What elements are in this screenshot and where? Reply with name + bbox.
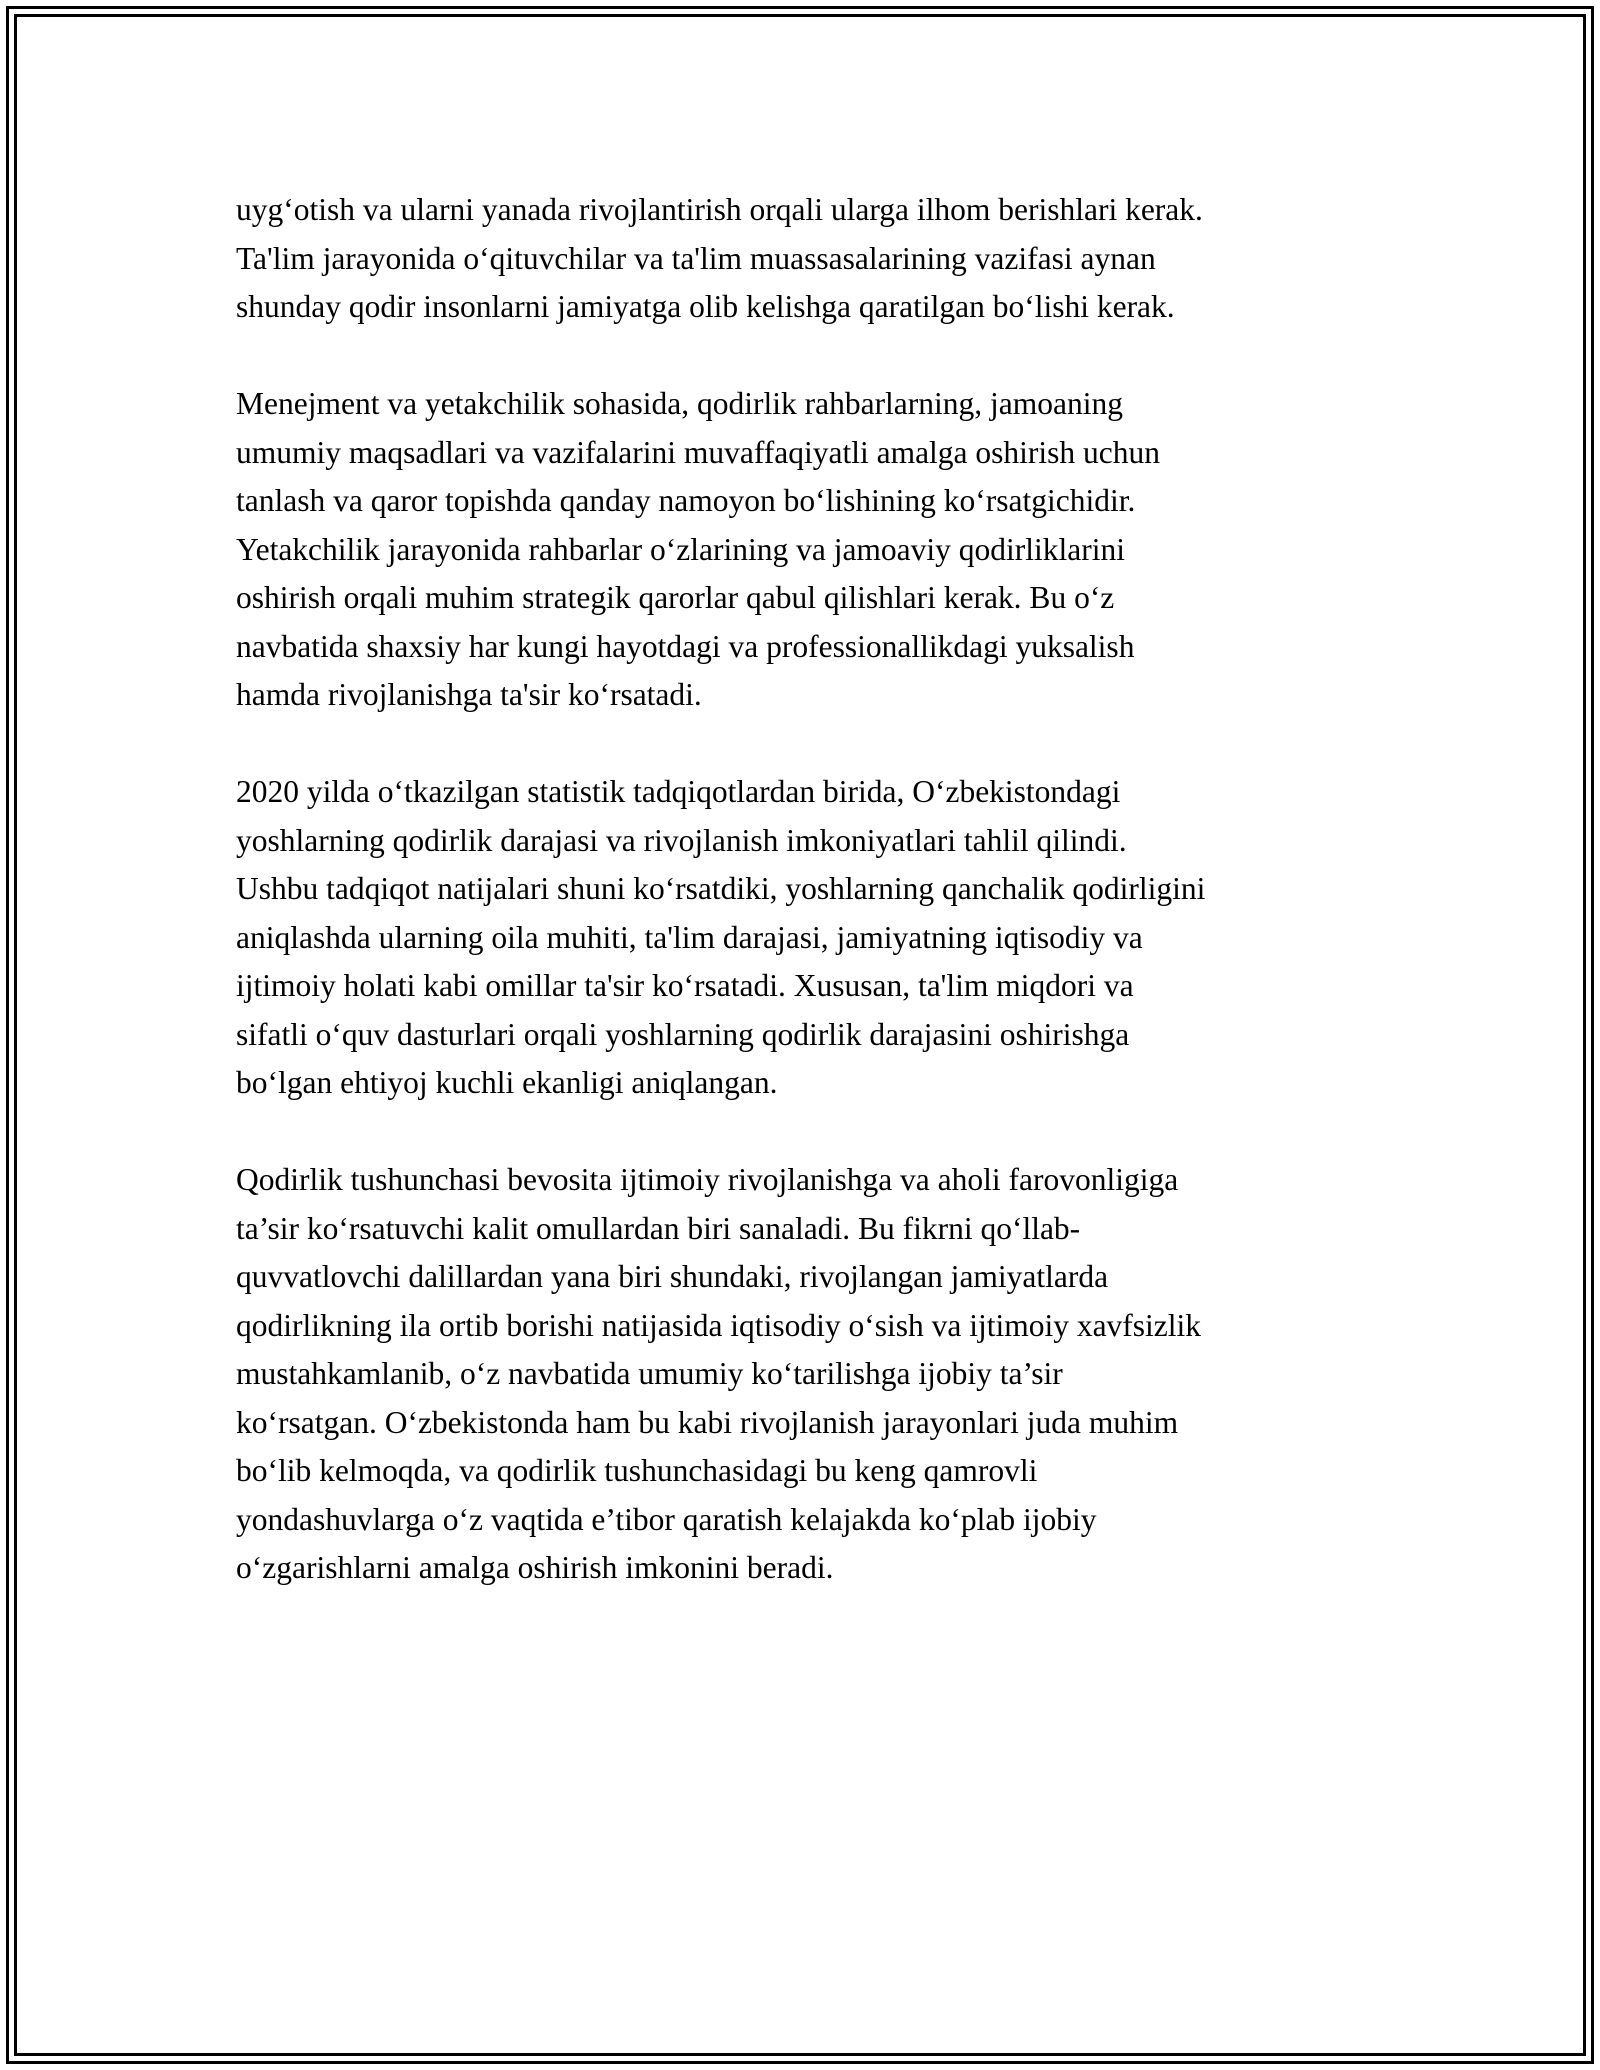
- text-line: ijtimoiy holati kabi omillar ta'sir ko‘rsatadi. Xususan, ta'lim miqdori va: [236, 968, 1134, 1003]
- paragraph-3: [236, 768, 1370, 1108]
- text-line: Ushbu tadqiqot natijalari shuni ko‘rsatdiki, yoshlarning qanchalik qodirligini: [236, 871, 1206, 906]
- text-line: 2020 yilda o‘tkazilgan statistik tadqiqotlardan birida, O‘zbekistondagi: [236, 774, 1121, 809]
- text-line: qodirlikning ila ortib borishi natijasida iqtisodiy o‘sish va ijtimoiy xavfsizlik: [236, 1307, 1202, 1343]
- paragraph-4: [236, 1156, 1370, 1593]
- text-line: ta’sir ko‘rsatuvchi kalit omullardan biri sanaladi. Bu fikrni qo‘llab-: [236, 1210, 1081, 1246]
- text-line: uyg‘otish va ularni yanada rivojlantirish orqali ularga ilhom berishlari kerak.: [236, 192, 1203, 227]
- text-line: mustahkamlanib, o‘z navbatida umumiy ko‘tarilishga ijobiy ta’sir: [236, 1356, 1063, 1391]
- text-line: oshirish orqali muhim strategik qarorlar qabul qilishlari kerak. Bu o‘z: [236, 580, 1115, 615]
- text-line: yondashuvlarga o‘z vaqtida e’tibor qaratish kelajakda ko‘plab ijobiy: [236, 1501, 1097, 1537]
- text-line: shunday qodir insonlarni jamiyatga olib kelishga qaratilgan bo‘lishi kerak.: [236, 289, 1175, 324]
- text-line: ko‘rsatgan. O‘zbekistonda ham bu kabi rivojlanish jarayonlari juda muhim: [236, 1404, 1179, 1440]
- text-line: tanlash va qaror topishda qanday namoyon bo‘lishining ko‘rsatgichidir.: [236, 483, 1136, 518]
- paragraph-2: [236, 380, 1370, 720]
- text-line: navbatida shaxsiy har kungi hayotdagi va professionallikdagi yuksalish: [236, 628, 1135, 664]
- text-line: yoshlarning qodirlik darajasi va rivojlanish imkoniyatlari tahlil qilindi.: [236, 822, 1127, 858]
- text-line: Qodirlik tushunchasi bevosita ijtimoiy rivojlanishga va aholi farovonligiga: [236, 1162, 1179, 1197]
- text-line: o‘zgarishlarni amalga oshirish imkonini beradi.: [236, 1550, 834, 1585]
- text-line: umumiy maqsadlari va vazifalarini muvaffaqiyatli amalga oshirish uchun: [236, 434, 1161, 470]
- text-line: bo‘lib kelmoqda, va qodirlik tushunchasidagi bu keng qamrovli: [236, 1453, 1038, 1488]
- text-line: quvvatlovchi dalillardan yana biri shundaki, rivojlangan jamiyatlarda: [236, 1259, 1109, 1294]
- text-line: aniqlashda ularning oila muhiti, ta'lim darajasi, jamiyatning iqtisodiy va: [236, 919, 1143, 955]
- text-line: sifatli o‘quv dasturlari orqali yoshlarning qodirlik darajasini oshirishga: [236, 1016, 1130, 1052]
- text-line: bo‘lgan ehtiyoj kuchli ekanligi aniqlangan.: [236, 1065, 778, 1100]
- text-line: Yetakchilik jarayonida rahbarlar o‘zlarining va jamoaviy qodirliklarini: [236, 531, 1126, 567]
- document-body: [236, 186, 1370, 1641]
- paragraph-1: [236, 186, 1370, 332]
- text-line: Menejment va yetakchilik sohasida, qodirlik rahbarlarning, jamoaning: [236, 386, 1123, 421]
- text-line: hamda rivojlanishga ta'sir ko‘rsatadi.: [236, 677, 702, 712]
- text-line: Ta'lim jarayonida o‘qituvchilar va ta'lim muassasalarining vazifasi aynan: [236, 240, 1156, 276]
